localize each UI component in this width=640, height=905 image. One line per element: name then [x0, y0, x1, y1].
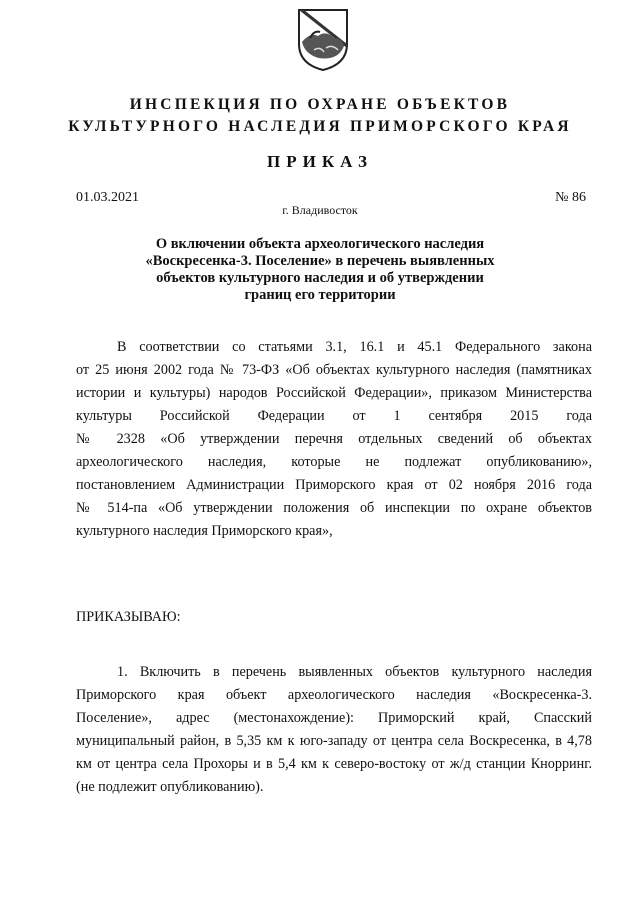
- preamble-line: постановлением Администрации Приморского края от 02 ноября 2016 года: [76, 477, 592, 493]
- title-line: О включении объекта археологического наследия: [155, 236, 485, 252]
- document-number: № 86: [555, 190, 586, 205]
- preamble-line: культуры Российской Федерации от 1 сентября 2015 года: [76, 408, 592, 424]
- preamble-paragraph: [76, 336, 592, 543]
- preamble-line: № 2328 «Об утверждении перечня отдельных сведений об объектах: [76, 431, 592, 447]
- title-line: объектов культурного наследия и об утверждении: [156, 270, 484, 286]
- org-name-line-1: ИНСПЕКЦИЯ ПО ОХРАНЕ ОБЪЕКТОВ: [129, 96, 511, 113]
- preamble-line: В соответствии со статьями 3.1, 16.1 и 45.1 Федерального закона: [117, 339, 592, 355]
- coat-of-arms-emblem: [296, 8, 350, 72]
- preamble-line: от 25 июня 2002 года № 73-ФЗ «Об объектах культурного наследия (памятниках: [76, 362, 592, 378]
- preamble-line: археологического наследия, которые не подлежат опубликованию»,: [76, 454, 592, 470]
- title-line: границ его территории: [244, 287, 396, 303]
- org-name-line-2: КУЛЬТУРНОГО НАСЛЕДИЯ ПРИМОРСКОГО КРАЯ: [68, 118, 572, 135]
- document-city: г. Владивосток: [282, 203, 358, 217]
- item-1-line: Приморского края объект археологического наследия «Воскресенка-3.: [76, 687, 592, 703]
- preamble-line: истории и культуры) народов Российской Федерации», приказом Министерства: [76, 385, 592, 401]
- document-title: [120, 236, 520, 304]
- document-type: ПРИКАЗ: [267, 152, 373, 171]
- item-1-line: (не подлежит опубликованию).: [76, 779, 264, 795]
- item-1-line: 1. Включить в перечень выявленных объектов культурного наследия: [117, 664, 592, 680]
- preamble-line: № 514-па «Об утверждении положения об инспекции по охране объектов: [76, 500, 592, 516]
- preamble-line: культурного наследия Приморского края»,: [76, 523, 333, 539]
- item-1-line: муниципальный район, в 5,35 км к юго-западу от центра села Воскресенка, в 4,78: [76, 733, 592, 749]
- order-word: ПРИКАЗЫВАЮ:: [76, 609, 181, 625]
- item-1-line: Поселение», адрес (местонахождение): Приморский край, Спасский: [76, 710, 592, 726]
- item-1-line: км от центра села Прохоры и в 5,4 км к северо-востоку от ж/д станции Кнорринг.: [76, 756, 592, 772]
- document-date: 01.03.2021: [76, 190, 139, 205]
- item-1-paragraph: [76, 661, 592, 799]
- title-line: «Воскресенка-3. Поселение» в перечень выявленных: [145, 253, 495, 269]
